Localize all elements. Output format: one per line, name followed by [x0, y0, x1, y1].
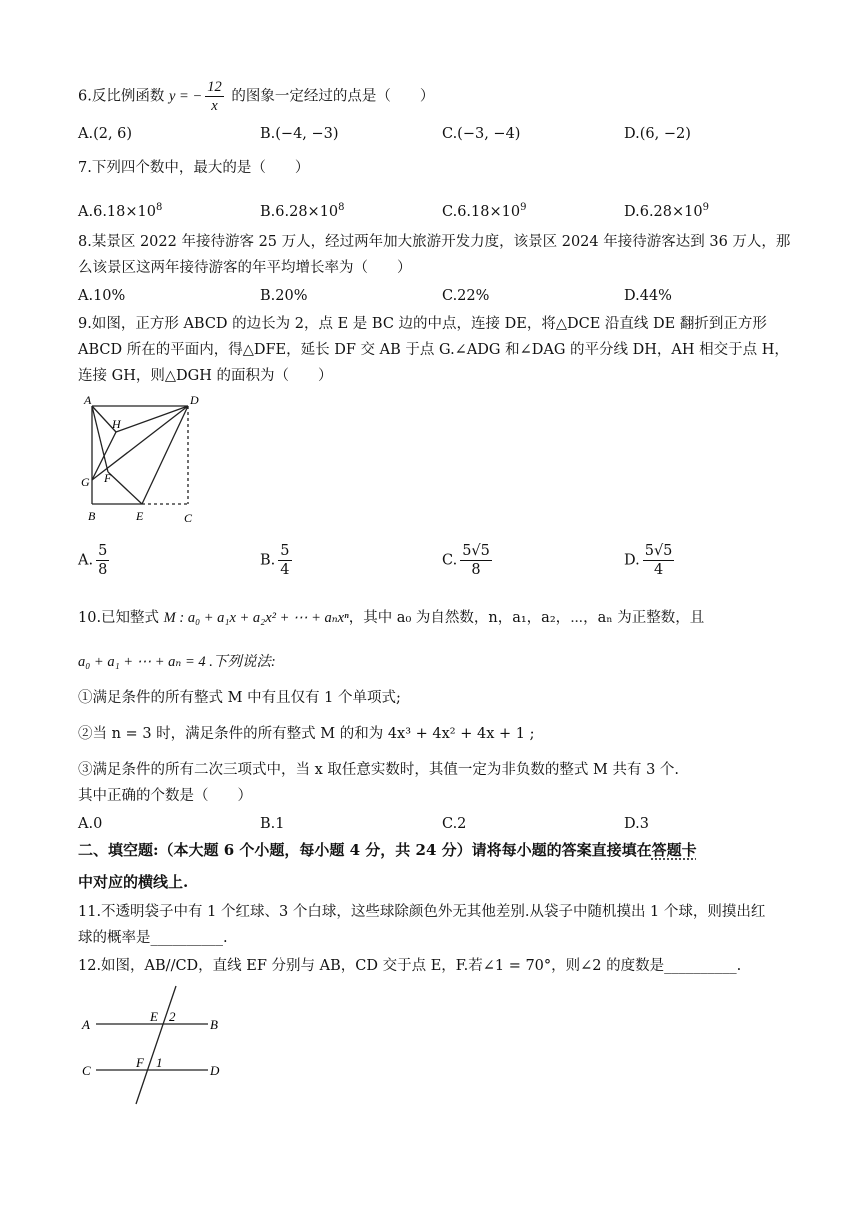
q12-label-2: 2 — [169, 1009, 176, 1024]
q6-option-a: A.(2, 6) — [78, 126, 133, 142]
q8-line1: 8.某景区 2022 年接待游客 25 万人，经过两年加大旅游开发力度，该景区 2024 年接待游客达到 36 万人，那 — [78, 234, 791, 250]
q10-line1-math: M : a₀ + a₁x + a₂x² + ⋯ + aₙxⁿ — [163, 610, 349, 626]
section2-heading-line2: 中对应的横线上. — [78, 873, 189, 891]
q8-option-b: B.20% — [260, 288, 308, 304]
q6-func-lhs: y = − — [168, 88, 203, 105]
q9-figure — [78, 392, 208, 528]
q9-label-d: D — [190, 393, 199, 407]
q7-option-c: $C.6.18\times 10^9$ — [442, 202, 527, 220]
q6-frac-num: 12 — [207, 79, 222, 95]
section2-heading — [78, 840, 697, 860]
q10-line1 — [78, 608, 704, 628]
q9-option-d: D. $\frac{5√5}{4}$ — [624, 543, 673, 578]
q9-line1: 9.如图，正方形 ABCD 的边长为 2，点 E 是 BC 边的中点，连接 DE，将△DCE 沿直线 DE 翻折到正方形 — [78, 316, 767, 332]
q12-figure — [78, 984, 248, 1108]
q11-line2: 球的概率是__________. — [78, 930, 228, 946]
q12-label-d: D — [210, 1063, 220, 1078]
q9-label-f: F — [104, 471, 112, 485]
section2-heading-dotted: 答题卡 — [651, 841, 697, 859]
q10-option-b: B.1 — [260, 816, 285, 832]
q10-line1-prefix: 10.已知整式 — [78, 610, 164, 626]
q12-label-b: B — [210, 1017, 218, 1032]
q10-option-d: D.3 — [624, 816, 649, 832]
q9-label-e: E — [136, 509, 144, 523]
q8-option-c: C.22% — [442, 288, 490, 304]
q12-line1: 12.如图，AB//CD，直线 EF 分别与 AB，CD 交于点 E，F.若∠1 = 70°，则∠2 的度数是__________. — [78, 958, 742, 974]
q10-ask: 其中正确的个数是（ ） — [78, 788, 252, 804]
q8-option-d: D.44% — [624, 288, 672, 304]
q9-line2: ABCD 所在的平面内，得△DFE，延长 DF 交 AB 于点 G.∠ADG 和∠DAG 的平分线 DH，AH 相交于点 H， — [78, 342, 789, 358]
q7-option-b: $B.6.28\times 10^8$ — [260, 202, 345, 220]
q12-label-a: A — [82, 1017, 90, 1032]
q9-line-af — [92, 406, 108, 472]
q12-line-ef — [136, 986, 176, 1104]
q10-statement-3: ③满足条件的所有二次三项式中，当 x 取任意实数时，其值一定为非负数的整式 M 共有 3 个. — [78, 762, 680, 778]
q10-line2: a₀ + a₁ + ⋯ + aₙ = 4 .下列说法: — [78, 654, 276, 670]
q6-option-c: C.(−3, −4) — [442, 126, 521, 142]
q9-line-dg — [92, 406, 188, 480]
section2-heading-text: 二、填空题:（本大题 6 个小题，每小题 4 分，共 24 分）请将每小题的答案直接填在 — [78, 841, 652, 859]
q6-stem-suffix: 的图象一定经过的点是（ ） — [226, 88, 435, 105]
q6-stem — [78, 78, 434, 115]
q12-label-c: C — [82, 1063, 91, 1078]
q7-option-a: $A.6.18\times 10^8$ — [78, 202, 163, 220]
q7-option-d: $D.6.28\times 10^9$ — [624, 202, 709, 220]
q6-option-d: D.(6, −2) — [624, 126, 691, 142]
q9-option-c: C. $\frac{5√5}{8}$ — [442, 543, 490, 578]
q8-option-a: A.10% — [78, 288, 126, 304]
q8-line2: 么该景区这两年接待游客的年平均增长率为（ ） — [78, 260, 412, 276]
q10-statement-1: ①满足条件的所有整式 M 中有且仅有 1 个单项式; — [78, 690, 401, 706]
q9-label-h: H — [112, 417, 121, 431]
q6-stem-prefix: 6.反比例函数 — [78, 88, 169, 105]
q9-label-c: C — [184, 511, 193, 525]
q6-option-b: B.(−4, −3) — [260, 126, 339, 142]
q12-label-e: E — [150, 1009, 158, 1024]
q10-option-c: C.2 — [442, 816, 467, 832]
q6-frac-den: x — [211, 98, 218, 114]
q12-label-f: F — [136, 1055, 144, 1070]
q10-line1-suffix: ，其中 a₀ 为自然数，n，a₁，a₂，⋯，aₙ 为正整数，且 — [348, 610, 705, 626]
q9-option-b: B. $\frac{5}{4}$ — [260, 543, 290, 578]
q12-label-1: 1 — [156, 1055, 163, 1070]
q9-option-a: A. $\frac{5}{8}$ — [78, 543, 108, 578]
q6-fraction — [205, 78, 224, 115]
q9-label-a: A — [84, 393, 92, 407]
q11-line1: 11.不透明袋子中有 1 个红球、3 个白球，这些球除颜色外无其他差别.从袋子中随机摸出 1 个球，则摸出红 — [78, 904, 766, 920]
q10-option-a: A.0 — [78, 816, 103, 832]
q10-statement-2: ②当 n = 3 时，满足条件的所有整式 M 的和为 4x³ + 4x² + 4x + 1 ; — [78, 726, 535, 742]
q9-line3: 连接 GH，则△DGH 的面积为（ ） — [78, 368, 333, 384]
q9-line-fe — [108, 472, 142, 504]
q9-label-b: B — [88, 509, 96, 523]
q7-stem: 7.下列四个数中，最大的是（ ） — [78, 160, 310, 176]
q9-label-g: G — [81, 475, 90, 489]
